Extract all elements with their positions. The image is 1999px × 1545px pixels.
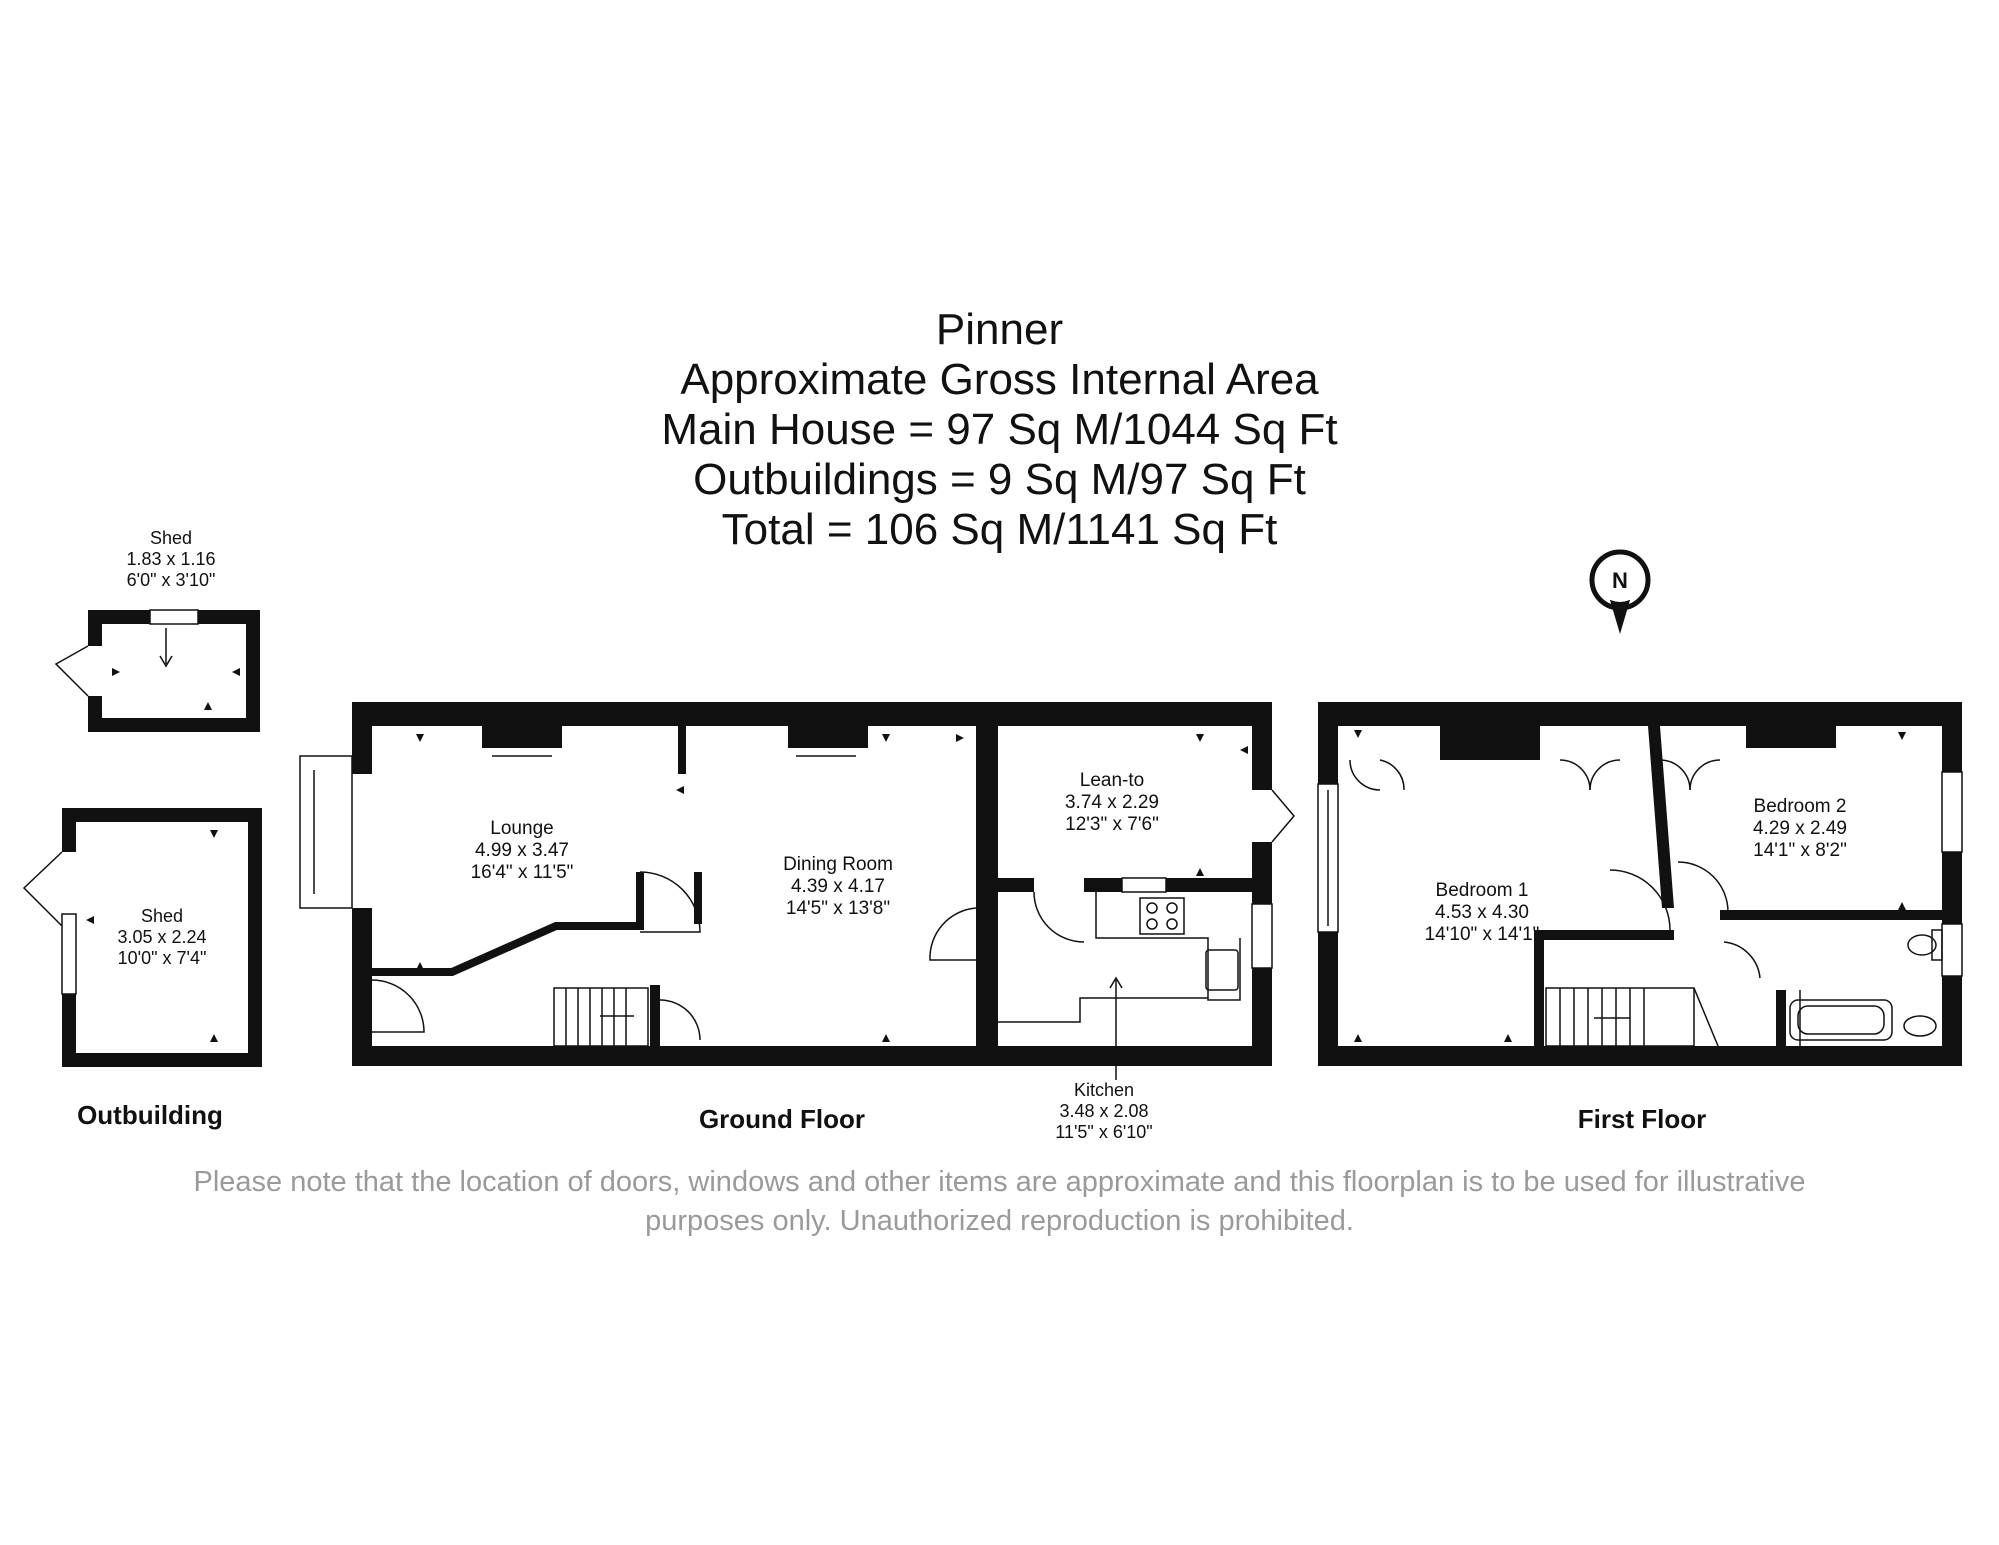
room-name: Bedroom 2 xyxy=(1753,796,1847,817)
property-title: Pinner xyxy=(935,305,1064,354)
area-subtitle: Approximate Gross Internal Area xyxy=(680,355,1319,404)
compass-letter: N xyxy=(1612,568,1628,593)
room-label-bedroom-1 xyxy=(1372,880,1592,946)
room-label-dining-room xyxy=(728,854,948,920)
compass-icon xyxy=(1592,552,1648,634)
room-imperial: 14'5" x 13'8" xyxy=(785,898,891,919)
room-metric: 3.48 x 2.08 xyxy=(1059,1101,1149,1121)
total-area: Total = 106 Sq M/1141 Sq Ft xyxy=(721,505,1278,554)
outbuildings-area: Outbuildings = 9 Sq M/97 Sq Ft xyxy=(693,455,1306,504)
room-imperial: 16'4" x 11'5" xyxy=(470,862,574,883)
room-metric: 4.53 x 4.30 xyxy=(1434,902,1530,923)
room-name: Shed xyxy=(149,528,193,548)
disclaimer xyxy=(0,1163,1999,1241)
room-name: Kitchen xyxy=(1073,1080,1135,1100)
room-imperial: 14'1" x 8'2" xyxy=(1753,840,1847,861)
room-label-bedroom-2 xyxy=(1690,796,1910,862)
room-metric: 4.99 x 3.47 xyxy=(474,840,570,861)
room-name: Dining Room xyxy=(783,854,893,875)
disclaimer-line-2: purposes only. Unauthorized reproduction is prohibited. xyxy=(645,1205,1354,1237)
room-imperial: 14'10" x 14'1" xyxy=(1424,924,1540,945)
room-name: Shed xyxy=(140,906,184,926)
room-imperial: 11'5" x 6'10" xyxy=(1055,1122,1153,1142)
room-imperial: 12'3" x 7'6" xyxy=(1065,814,1159,835)
room-label-shed-large xyxy=(52,906,272,969)
floor-label-outbuilding: Outbuilding xyxy=(77,1100,223,1130)
floorplan-header xyxy=(0,305,1999,555)
room-metric: 3.74 x 2.29 xyxy=(1064,792,1160,813)
room-name: Lean-to xyxy=(1079,770,1145,791)
room-name: Bedroom 1 xyxy=(1435,880,1529,901)
main-house-area: Main House = 97 Sq M/1044 Sq Ft xyxy=(661,405,1338,454)
room-metric: 4.29 x 2.49 xyxy=(1752,818,1848,839)
floor-label-ground: Ground Floor xyxy=(698,1104,866,1134)
room-label-lean-to xyxy=(1002,770,1222,836)
floor-label-first: First Floor xyxy=(1577,1104,1707,1134)
room-metric: 3.05 x 2.24 xyxy=(117,927,207,947)
room-imperial: 6'0" x 3'10" xyxy=(126,570,216,590)
room-imperial: 10'0" x 7'4" xyxy=(117,948,207,968)
disclaimer-line-1: Please note that the location of doors, windows and other items are approximate and this floorplan is to be used for illustrative xyxy=(193,1166,1806,1198)
room-label-lounge xyxy=(412,818,632,884)
room-metric: 1.83 x 1.16 xyxy=(126,549,216,569)
room-metric: 4.39 x 4.17 xyxy=(790,876,886,897)
room-label-kitchen xyxy=(994,1080,1214,1143)
room-label-shed-small xyxy=(61,528,281,591)
room-name: Lounge xyxy=(490,818,554,839)
